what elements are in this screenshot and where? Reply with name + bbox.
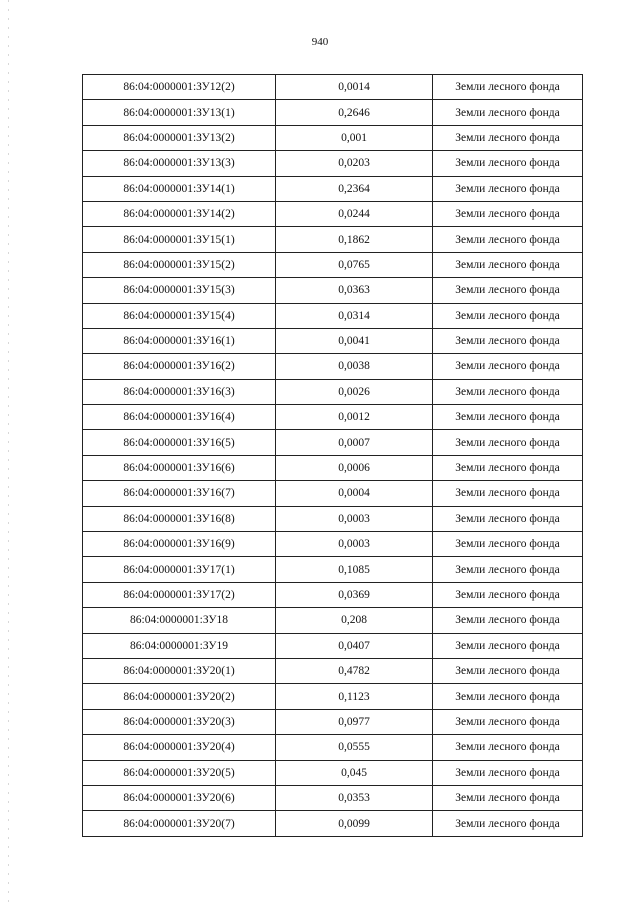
- area-cell: 0,0003: [276, 532, 433, 557]
- table-row: [83, 328, 583, 353]
- land-category-cell: Земли лесного фонда: [433, 633, 583, 658]
- area-cell: 0,0353: [276, 785, 433, 810]
- area-cell: 0,0363: [276, 278, 433, 303]
- area-cell: 0,0038: [276, 354, 433, 379]
- land-category-cell: Земли лесного фонда: [433, 405, 583, 430]
- table-row: [83, 278, 583, 303]
- cadastral-number-cell: 86:04:0000001:ЗУ20(1): [83, 658, 276, 683]
- table-row: [83, 354, 583, 379]
- table-row: [83, 405, 583, 430]
- cadastral-number-cell: 86:04:0000001:ЗУ20(2): [83, 684, 276, 709]
- land-category-cell: Земли лесного фонда: [433, 379, 583, 404]
- cadastral-number-cell: 86:04:0000001:ЗУ13(2): [83, 125, 276, 150]
- land-category-cell: Земли лесного фонда: [433, 532, 583, 557]
- area-cell: 0,4782: [276, 658, 433, 683]
- cadastral-number-cell: 86:04:0000001:ЗУ20(3): [83, 709, 276, 734]
- area-cell: 0,0369: [276, 582, 433, 607]
- land-category-cell: Земли лесного фонда: [433, 684, 583, 709]
- cadastral-number-cell: 86:04:0000001:ЗУ15(3): [83, 278, 276, 303]
- table-row: [83, 430, 583, 455]
- table-row: [83, 455, 583, 480]
- land-category-cell: Земли лесного фонда: [433, 278, 583, 303]
- land-category-cell: Земли лесного фонда: [433, 557, 583, 582]
- land-category-cell: Земли лесного фонда: [433, 506, 583, 531]
- cadastral-number-cell: 86:04:0000001:ЗУ13(3): [83, 151, 276, 176]
- land-category-cell: Земли лесного фонда: [433, 608, 583, 633]
- cadastral-number-cell: 86:04:0000001:ЗУ14(2): [83, 201, 276, 226]
- area-cell: 0,1862: [276, 227, 433, 252]
- table-row: [83, 608, 583, 633]
- land-category-cell: Земли лесного фонда: [433, 201, 583, 226]
- cadastral-number-cell: 86:04:0000001:ЗУ16(4): [83, 405, 276, 430]
- cadastral-number-cell: 86:04:0000001:ЗУ16(6): [83, 455, 276, 480]
- cadastral-number-cell: 86:04:0000001:ЗУ14(1): [83, 176, 276, 201]
- cadastral-number-cell: 86:04:0000001:ЗУ15(2): [83, 252, 276, 277]
- cadastral-number-cell: 86:04:0000001:ЗУ17(2): [83, 582, 276, 607]
- land-category-cell: Земли лесного фонда: [433, 176, 583, 201]
- land-category-cell: Земли лесного фонда: [433, 328, 583, 353]
- table-row: [83, 151, 583, 176]
- area-cell: 0,045: [276, 760, 433, 785]
- table-row: [83, 633, 583, 658]
- area-cell: 0,1123: [276, 684, 433, 709]
- table-row: [83, 303, 583, 328]
- cadastral-number-cell: 86:04:0000001:ЗУ16(2): [83, 354, 276, 379]
- area-cell: 0,0765: [276, 252, 433, 277]
- table-row: [83, 532, 583, 557]
- area-cell: 0,0555: [276, 735, 433, 760]
- area-cell: 0,0244: [276, 201, 433, 226]
- land-parcels-table: [82, 74, 583, 837]
- table-row: [83, 379, 583, 404]
- table-row: [83, 506, 583, 531]
- cadastral-number-cell: 86:04:0000001:ЗУ15(1): [83, 227, 276, 252]
- area-cell: 0,0407: [276, 633, 433, 658]
- table-row: [83, 709, 583, 734]
- table-row: [83, 760, 583, 785]
- land-category-cell: Земли лесного фонда: [433, 760, 583, 785]
- area-cell: 0,0006: [276, 455, 433, 480]
- land-category-cell: Земли лесного фонда: [433, 354, 583, 379]
- cadastral-number-cell: 86:04:0000001:ЗУ20(6): [83, 785, 276, 810]
- land-category-cell: Земли лесного фонда: [433, 100, 583, 125]
- land-category-cell: Земли лесного фонда: [433, 811, 583, 836]
- land-category-cell: Земли лесного фонда: [433, 582, 583, 607]
- land-category-cell: Земли лесного фонда: [433, 430, 583, 455]
- table-row: [83, 785, 583, 810]
- table-row: [83, 75, 583, 100]
- cadastral-number-cell: 86:04:0000001:ЗУ16(8): [83, 506, 276, 531]
- page-number: 940: [311, 36, 329, 48]
- area-cell: 0,2364: [276, 176, 433, 201]
- table-row: [83, 176, 583, 201]
- cadastral-number-cell: 86:04:0000001:ЗУ16(5): [83, 430, 276, 455]
- area-cell: 0,0314: [276, 303, 433, 328]
- cadastral-number-cell: 86:04:0000001:ЗУ15(4): [83, 303, 276, 328]
- cadastral-number-cell: 86:04:0000001:ЗУ16(9): [83, 532, 276, 557]
- cadastral-number-cell: 86:04:0000001:ЗУ20(5): [83, 760, 276, 785]
- cadastral-number-cell: 86:04:0000001:ЗУ16(7): [83, 481, 276, 506]
- cadastral-number-cell: 86:04:0000001:ЗУ18: [83, 608, 276, 633]
- cadastral-number-cell: 86:04:0000001:ЗУ19: [83, 633, 276, 658]
- land-category-cell: Земли лесного фонда: [433, 75, 583, 100]
- land-category-cell: Земли лесного фонда: [433, 481, 583, 506]
- table-row: [83, 227, 583, 252]
- table-row: [83, 481, 583, 506]
- table-row: [83, 100, 583, 125]
- area-cell: 0,0203: [276, 151, 433, 176]
- cadastral-number-cell: 86:04:0000001:ЗУ20(4): [83, 735, 276, 760]
- area-cell: 0,208: [276, 608, 433, 633]
- table-row: [83, 811, 583, 836]
- area-cell: 0,0099: [276, 811, 433, 836]
- table-row: [83, 557, 583, 582]
- land-category-cell: Земли лесного фонда: [433, 785, 583, 810]
- cadastral-number-cell: 86:04:0000001:ЗУ16(3): [83, 379, 276, 404]
- area-cell: 0,0004: [276, 481, 433, 506]
- table-row: [83, 582, 583, 607]
- cadastral-number-cell: 86:04:0000001:ЗУ16(1): [83, 328, 276, 353]
- area-cell: 0,0003: [276, 506, 433, 531]
- area-cell: 0,001: [276, 125, 433, 150]
- land-category-cell: Земли лесного фонда: [433, 658, 583, 683]
- table-row: [83, 252, 583, 277]
- area-cell: 0,0014: [276, 75, 433, 100]
- land-category-cell: Земли лесного фонда: [433, 125, 583, 150]
- area-cell: 0,0977: [276, 709, 433, 734]
- scan-edge-mark: [8, 0, 9, 905]
- area-cell: 0,0041: [276, 328, 433, 353]
- table-row: [83, 125, 583, 150]
- cadastral-number-cell: 86:04:0000001:ЗУ20(7): [83, 811, 276, 836]
- area-cell: 0,0026: [276, 379, 433, 404]
- table-row: [83, 201, 583, 226]
- area-cell: 0,0012: [276, 405, 433, 430]
- cadastral-number-cell: 86:04:0000001:ЗУ12(2): [83, 75, 276, 100]
- land-category-cell: Земли лесного фонда: [433, 303, 583, 328]
- land-category-cell: Земли лесного фонда: [433, 151, 583, 176]
- table-row: [83, 658, 583, 683]
- area-cell: 0,1085: [276, 557, 433, 582]
- land-parcels-table-body: [83, 75, 583, 837]
- area-cell: 0,0007: [276, 430, 433, 455]
- land-category-cell: Земли лесного фонда: [433, 227, 583, 252]
- table-row: [83, 684, 583, 709]
- area-cell: 0,2646: [276, 100, 433, 125]
- land-category-cell: Земли лесного фонда: [433, 735, 583, 760]
- land-category-cell: Земли лесного фонда: [433, 252, 583, 277]
- cadastral-number-cell: 86:04:0000001:ЗУ17(1): [83, 557, 276, 582]
- land-category-cell: Земли лесного фонда: [433, 455, 583, 480]
- land-category-cell: Земли лесного фонда: [433, 709, 583, 734]
- table-row: [83, 735, 583, 760]
- cadastral-number-cell: 86:04:0000001:ЗУ13(1): [83, 100, 276, 125]
